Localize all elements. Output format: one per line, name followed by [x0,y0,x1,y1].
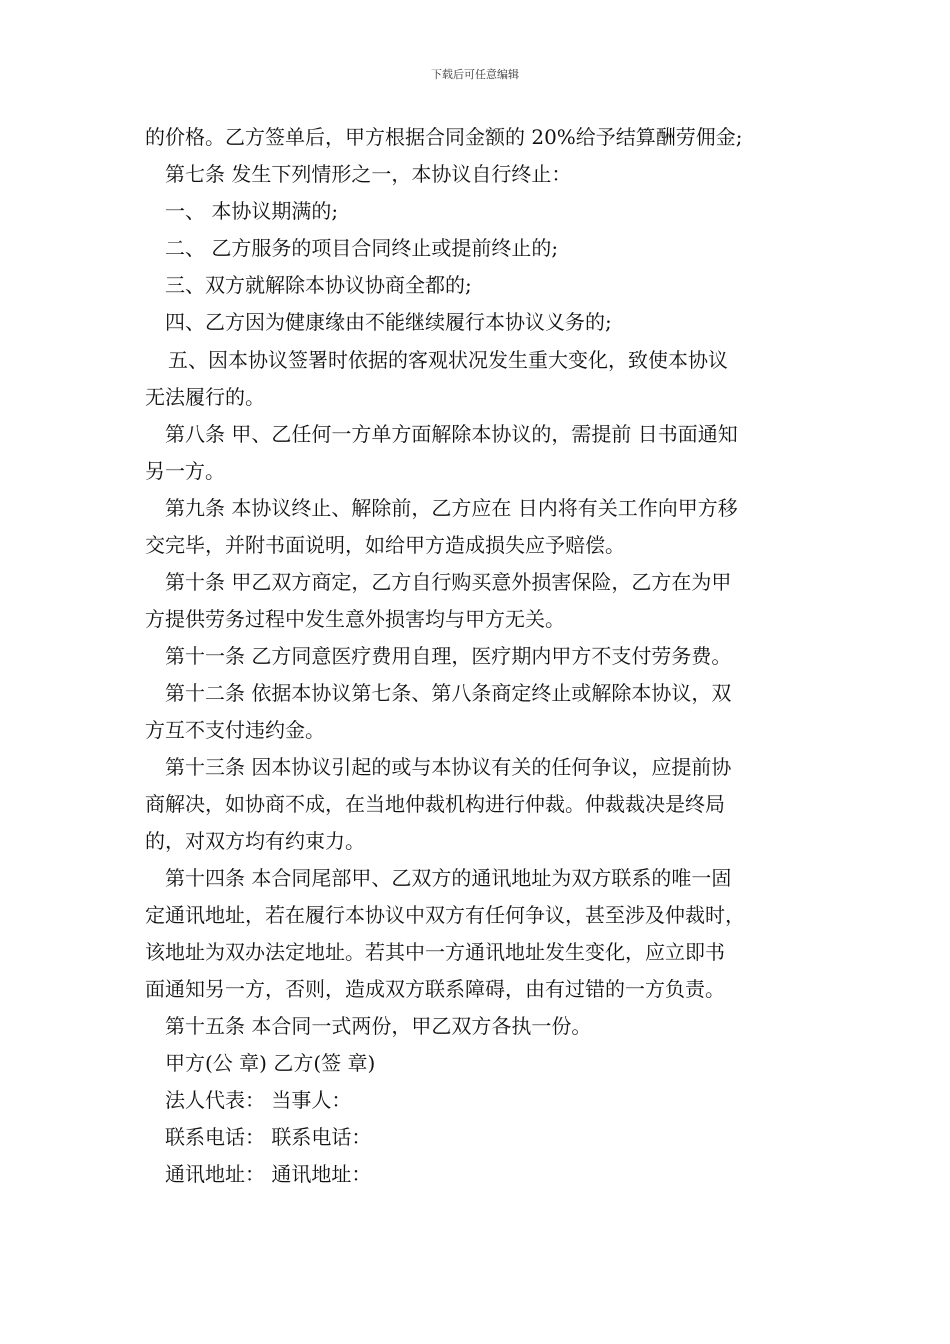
text-line: 第八条 甲、乙任何一方单方面解除本协议的，需提前 日书面通知 [165,422,738,446]
text-line: 第十三条 因本协议引起的或与本协议有关的任何争议，应提前协 [165,755,732,779]
text-line: 通讯地址： 通讯地址： [165,1162,372,1186]
text-line: 一、 本协议期满的; [165,199,339,223]
text-line: 三、双方就解除本协议协商全都的; [165,273,472,297]
text-line: 交完毕，并附书面说明，如给甲方造成损失应予赔偿。 [145,533,625,557]
text-line: 第九条 本协议终止、解除前，乙方应在 日内将有关工作向甲方移 [165,496,738,520]
text-line: 四、乙方因为健康缘由不能继续履行本协议义务的; [165,310,612,334]
text-line: 第十五条 本合同一式两份，甲乙双方各执一份。 [165,1014,592,1038]
text-line: 无法履行的。 [145,385,265,409]
text-line: 方提供劳务过程中发生意外损害均与甲方无关。 [145,607,565,631]
text-line: 定通讯地址，若在履行本协议中双方有任何争议，甚至涉及仲裁时， [145,903,745,927]
text-line: 的价格。乙方签单后，甲方根据合同金额的 20%给予结算酬劳佣金; [145,125,743,149]
text-line: 第十条 甲乙双方商定，乙方自行购买意外损害保险，乙方在为甲 [165,570,732,594]
text-line: 面通知另一方，否则，造成双方联系障碍，由有过错的一方负责。 [145,977,725,1001]
text-line: 第十四条 本合同尾部甲、乙双方的通讯地址为双方联系的唯一固 [165,866,732,890]
page-header: 下载后可任意编辑 [431,68,519,81]
text-line: 第十一条 乙方同意医疗费用自理，医疗期内甲方不支付劳务费。 [165,644,732,668]
text-line: 另一方。 [145,459,225,483]
text-line: 的，对双方均有约束力。 [145,829,365,853]
text-line: 第七条 发生下列情形之一，本协议自行终止： [165,162,572,186]
text-line: 方互不支付违约金。 [145,718,325,742]
text-line: 商解决，如协商不成，在当地仲裁机构进行仲裁。仲裁裁决是终局 [145,792,725,816]
text-line: 联系电话： 联系电话： [165,1125,372,1149]
text-line: 甲方(公 章) 乙方(签 章) [165,1051,376,1075]
text-line: 二、 乙方服务的项目合同终止或提前终止的; [165,236,559,260]
text-line: 法人代表： 当事人： [165,1088,352,1112]
text-line: 该地址为双办法定地址。若其中一方通讯地址发生变化，应立即书 [145,940,725,964]
text-line: 五、因本协议签署时依据的客观状况发生重大变化，致使本协议 [168,348,728,372]
text-line: 第十二条 依据本协议第七条、第八条商定终止或解除本协议，双 [165,681,732,705]
